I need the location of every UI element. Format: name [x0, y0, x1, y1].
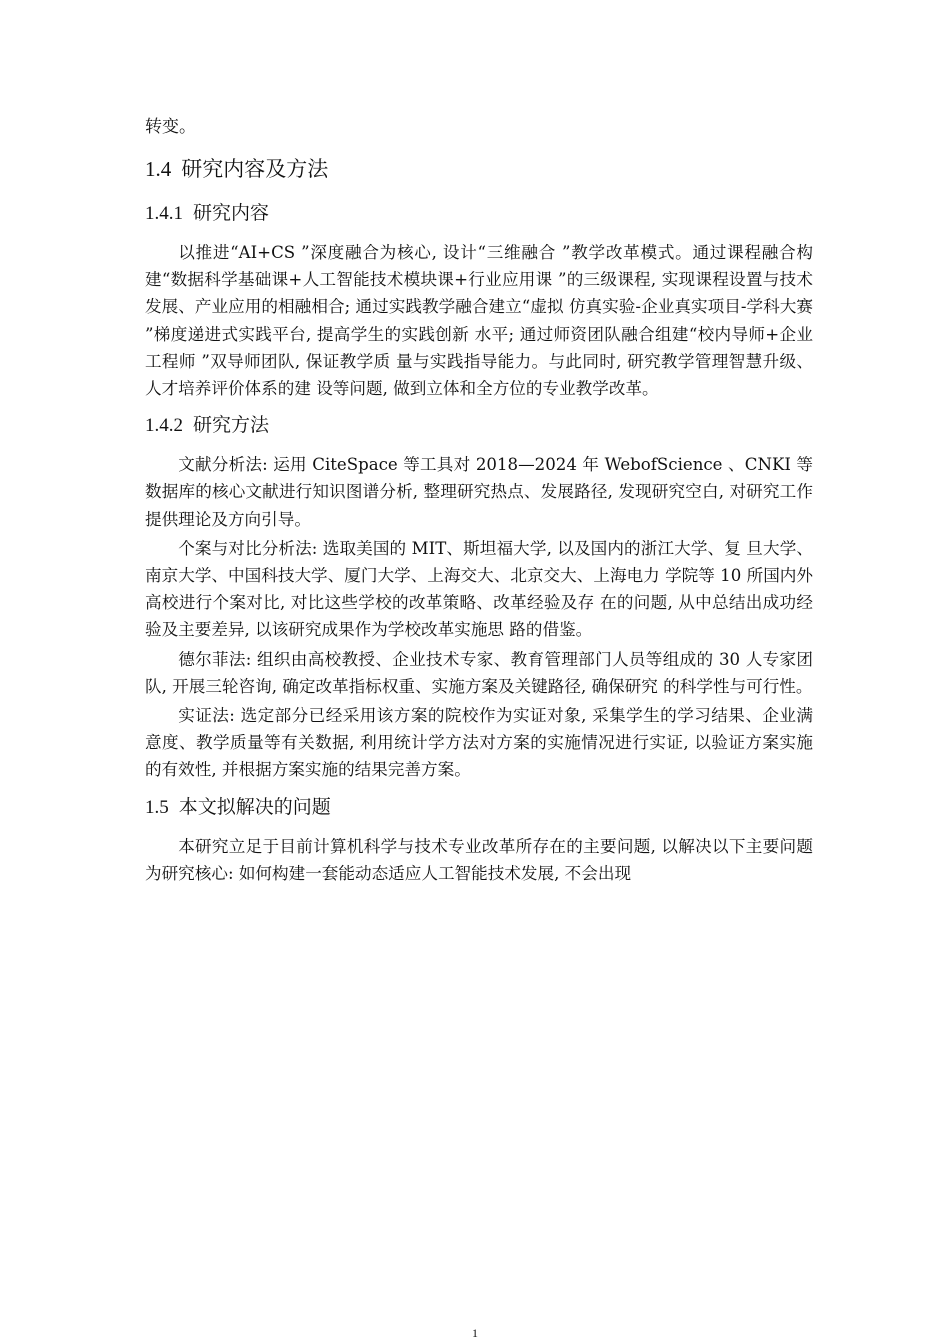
paragraph-delphi-method: 德尔菲法: 组织由高校教授、企业技术专家、教育管理部门人员等组成的 30 人专家团队, 开展三轮咨询, 确定改革指标权重、实施方案及关键路径, 确保研究 的科学性与可行性。: [145, 649, 813, 696]
section-heading-1-5: [145, 792, 813, 823]
paragraph-literature-analysis: 文献分析法: 运用 CiteSpace 等工具对 2018—2024 年 WebofScience 、CNKI 等数据库的核心文献进行知识图谱分析, 整理研究热点、发展路径, 发现研究空白, 对研究工作提供理论及方向引导。: [145, 455, 813, 529]
subsection-number: 1.4.1: [145, 203, 183, 224]
subsection-heading-1-4-2: [145, 410, 813, 441]
subsection-heading-1-4-1: [145, 198, 813, 229]
document-page: [145, 112, 813, 889]
subsection-number: 1.4.2: [145, 415, 183, 437]
paragraph-empirical-method: 实证法: 选定部分已经采用该方案的院校作为实证对象, 采集学生的学习结果、企业满意度、教学质量等有关数据, 利用统计学方法对方案的实施情况进行实证, 以验证方案实施的有效性, 并根据方案实施的结果完善方案。: [145, 706, 813, 780]
subsection-title: 研究方法: [193, 414, 270, 437]
subsection-title: 研究内容: [193, 202, 270, 224]
section-number: 1.4: [145, 157, 172, 181]
continued-text: 转变。: [145, 117, 196, 137]
section-number: 1.5: [145, 796, 169, 818]
paragraph-problems-to-solve: 本研究立足于目前计算机科学与技术专业改革所存在的主要问题, 以解决以下主要问题为研究核心: 如何构建一套能动态适应人工智能技术发展, 不会出现: [145, 836, 813, 883]
section-title: 研究内容及方法: [181, 157, 329, 181]
paragraph-case-comparison: 个案与对比分析法: 选取美国的 MIT、斯坦福大学, 以及国内的浙江大学、复 旦大学、南京大学、中国科技大学、厦门大学、上海交大、北京交大、上海电力 学院等 10 所国内外高校进行个案对比, 对比这些学校的改革策略、改革经验及存 在的问题, 从中总结出成功经验及主要差异, 以该研究成果作为学校改革实施思 路的借鉴。: [145, 538, 813, 640]
paragraph-research-content: 以推进“AI+CS ”深度融合为核心, 设计“三维融合 ”教学改革模式。通过课程融合构建“数据科学基础课+人工智能技术模块课+行业应用课 ”的三级课程, 实现课程设置与技术发展、产业应用的相融相合; 通过实践教学融合建立“虚拟 仿真实验-企业真实项目-学科大赛 ”梯度递进式实践平台, 提高学生的实践创新 水平; 通过师资团队融合组建“校内导师+企业工程师 ”双导师团队, 保证教学质 量与实践指导能力。与此同时, 研究教学管理智慧升级、人才培养评价体系的建 设等问题, 做到立体和全方位的专业教学改革。: [145, 243, 813, 399]
page-number: 1: [472, 1326, 478, 1340]
section-title: 本文拟解决的问题: [178, 795, 331, 818]
section-heading-1-4: [145, 152, 813, 186]
